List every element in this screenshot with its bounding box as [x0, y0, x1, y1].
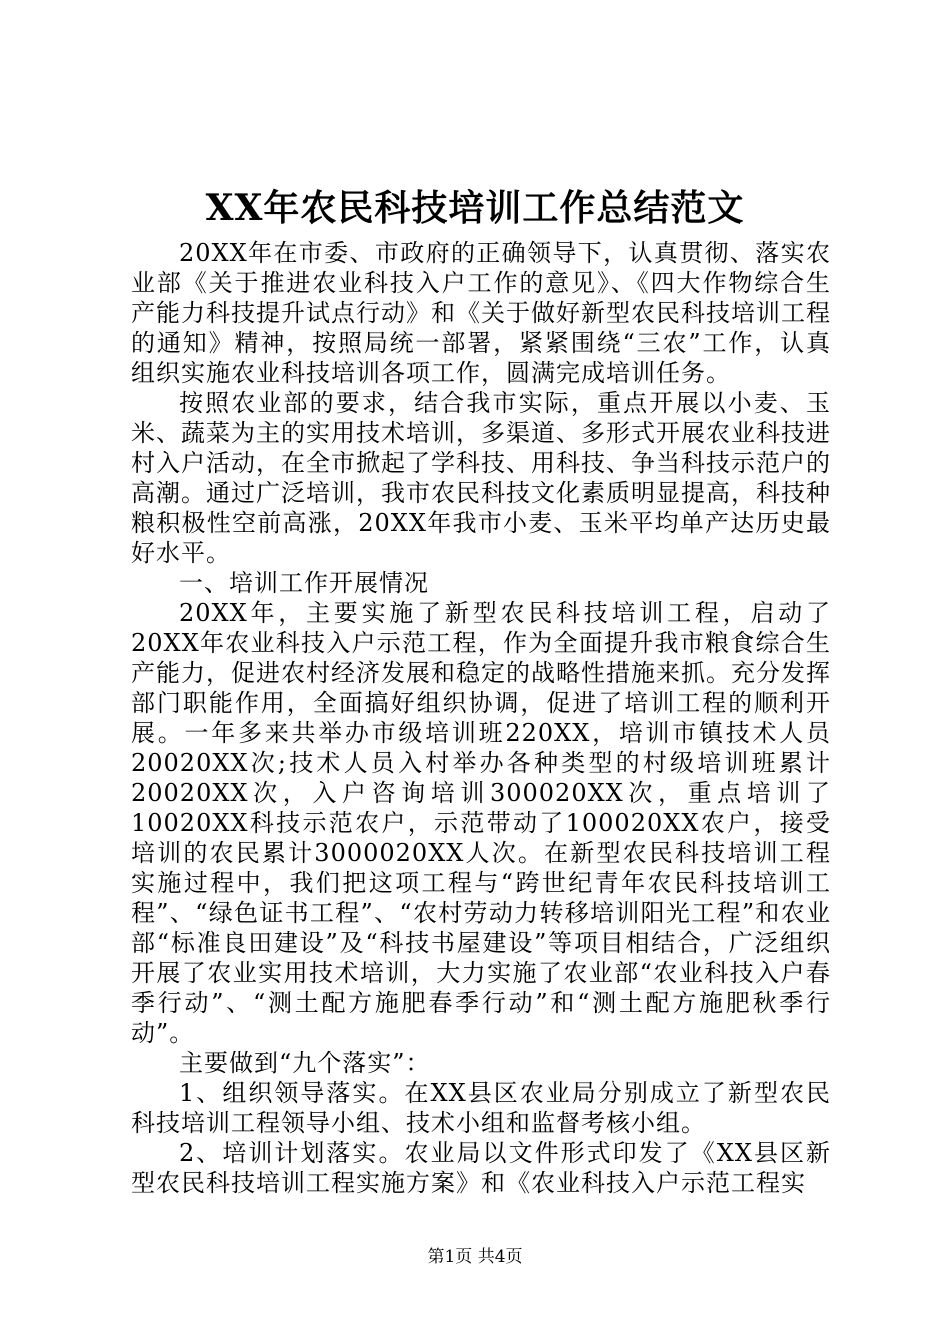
paragraph-requirements: 按照农业部的要求，结合我市实际，重点开展以小麦、玉米、蔬菜为主的实用技术培训，多渠道、多形式开展农业科技进村入户活动，在全市掀起了学科技、用科技、争当科技示范户的高潮。通过广泛培训，我市农民科技文化素质明显提高，科技种粮积极性空前高涨，20XX年我市小麦、玉米平均单产达历史最好水平。: [131, 389, 831, 567]
paragraph-training-overview: 20XX年，主要实施了新型农民科技培训工程，启动了20XX年农业科技入户示范工程，作为全面提升我市粮食综合生产能力，促进农村经济发展和稳定的战略性措施来抓。充分发挥部门职能作用，全面搞好组织协调，促进了培训工程的顺利开展。一年多来共举办市级培训班220XX，培训市镇技术人员20020XX次;技术人员入村举办各种类型的村级培训班累计20020XX次，入户咨询培训300020XX次，重点培训了10020XX科技示范农户，示范带动了100020XX农户，接受培训的农民累计3000020XX人次。在新型农民科技培训工程实施过程中，我们把这项工程与“跨世纪青年农民科技培训工程”、“绿色证书工程”、“农村劳动力转移培训阳光工程”和农业部“标准良田建设”及“科技书屋建设”等项目相结合，广泛组织开展了农业实用技术培训，大力实施了农业部“农业科技入户春季行动”、“测土配方施肥春季行动”和“测土配方施肥秋季行动”。: [131, 599, 831, 1047]
paragraph-nine-implementations: 主要做到“九个落实”：: [179, 1049, 431, 1077]
paragraph-item-2: 2、培训计划落实。农业局以文件形式印发了《XX县区新型农民科技培训工程实施方案》和《农业科技入户示范工程实: [131, 1139, 831, 1197]
paragraph-intro: 20XX年在市委、市政府的正确领导下，认真贯彻、落实农业部《关于推进农业科技入户工作的意见》、《四大作物综合生产能力科技提升试点行动》和《关于做好新型农民科技培训工程的通知》精神，按照局统一部署，紧紧围绕“三农”工作，认真组织实施农业科技培训各项工作，圆满完成培训任务。: [131, 239, 831, 387]
document-body: [131, 238, 831, 1198]
page-number-footer: 第1页 共4页: [427, 1247, 523, 1267]
section-heading-1: 一、培训工作开展情况: [179, 569, 429, 597]
paragraph-item-1: 1、组织领导落实。在XX县区农业局分别成立了新型农民科技培训工程领导小组、技术小组和监督考核小组。: [131, 1079, 831, 1137]
document-title: XX年农民科技培训工作总结范文: [205, 187, 745, 229]
